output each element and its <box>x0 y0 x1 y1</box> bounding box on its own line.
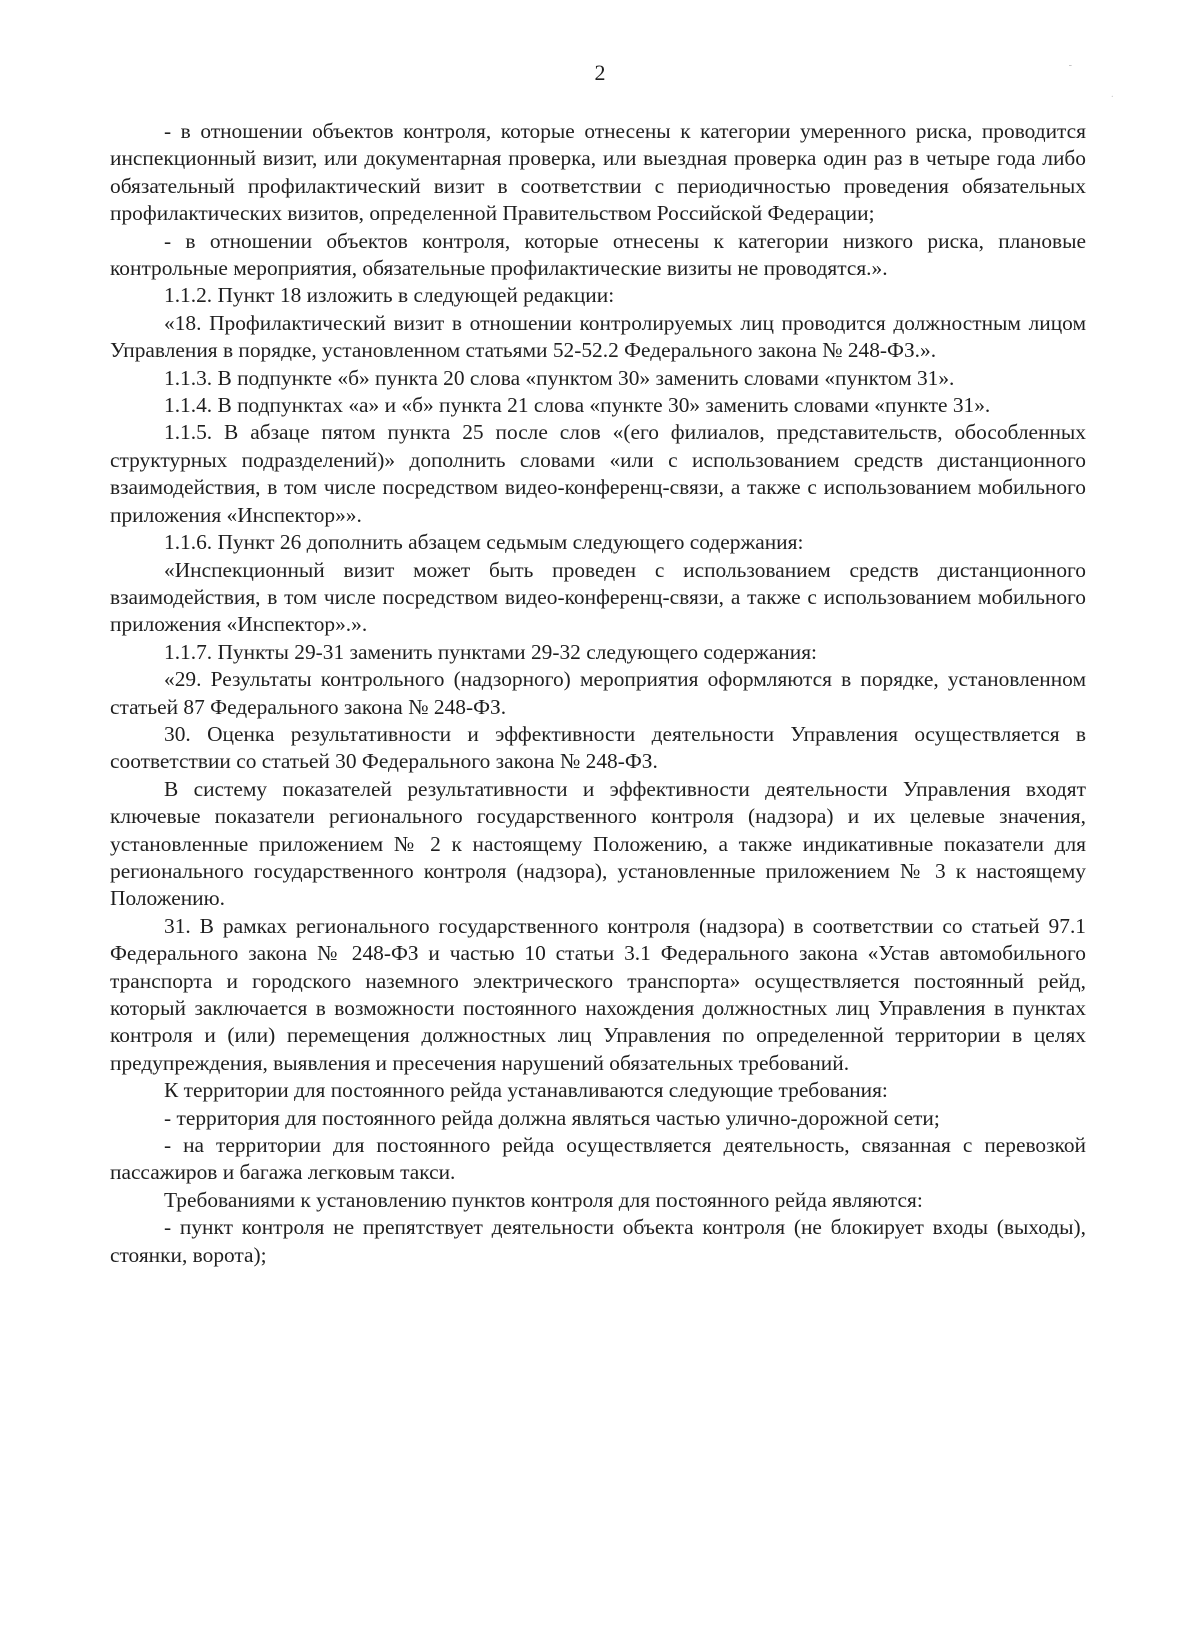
paragraph: - на территории для постоянного рейда осуществляется деятельность, связанная с перевозкой пассажиров и багажа легковым такси. <box>110 1133 1086 1185</box>
paragraph: 1.1.5. В абзаце пятом пункта 25 после слов «(его филиалов, представительств, обособленных структурных подразделений)» дополнить словами «или с использованием средств дистанционного взаимодействия, в том числе посредством видео-конференц-связи, а также с использованием мобильного приложения «Инспектор»». <box>110 420 1086 527</box>
paragraph: «29. Результаты контрольного (надзорного) мероприятия оформляются в порядке, установленном статьей 87 Федерального закона № 248-ФЗ. <box>110 667 1086 719</box>
paragraph: В систему показателей результативности и эффективности деятельности Управления входят ключевые показатели регионального государственного контроля (надзора) и их целевые значения, установленные приложением № 2 к настоящему Положению, а также индикативные показатели для регионального государственного контроля (надзора), установленные приложением № 3 к настоящему Положению. <box>110 776 1086 911</box>
paragraph: 30. Оценка результативности и эффективности деятельности Управления осуществляется в соответствии со статьей 30 Федерального закона № 248-ФЗ. <box>110 721 1086 774</box>
paragraph: 1.1.3. В подпункте «б» пункта 20 слова «пунктом 30» заменить словами «пунктом 31». <box>164 365 955 390</box>
paragraph: 1.1.2. Пункт 18 изложить в следующей редакции: <box>164 283 615 308</box>
document-body <box>110 118 1086 1269</box>
paragraph: - в отношении объектов контроля, которые отнесены к категории умеренного риска, проводится инспекционный визит, или документарная проверка, или выездная проверка один раз в четыре года либо обязательный профилактический визит в соответствии с периодичностью проведения обязательных профилактических визитов, определенной Правительством Российской Федерации; <box>110 119 1086 226</box>
paragraph: 31. В рамках регионального государственного контроля (надзора) в соответствии со статьей 97.1 Федерального закона № 248-ФЗ и частью 10 статьи 3.1 Федерального закона «Устав автомобильного транспорта и городского наземного электрического транспорта» осуществляется постоянный рейд, который заключается в возможности постоянного нахождения должностных лиц Управления в пунктах контроля и (или) перемещения должностных лиц Управления по определенной территории в целях предупреждения, выявления и пресечения нарушений обязательных требований. <box>110 913 1086 1075</box>
paragraph: 1.1.4. В подпунктах «а» и «б» пункта 21 слова «пункте 30» заменить словами «пункте 31». <box>164 393 991 418</box>
paragraph: «18. Профилактический визит в отношении контролируемых лиц проводится должностным лицом Управления в порядке, установленном статьями 52-52.2 Федерального закона № 248-ФЗ.». <box>110 310 1086 363</box>
paragraph: - в отношении объектов контроля, которые отнесены к категории низкого риска, плановые контрольные мероприятия, обязательные профилактические визиты не проводятся.». <box>110 228 1086 281</box>
paragraph: «Инспекционный визит может быть проведен с использованием средств дистанционного взаимодействия, в том числе посредством видео-конференц-связи, а также с использованием мобильного приложения «Инспектор».». <box>110 557 1086 637</box>
paragraph: К территории для постоянного рейда устанавливаются следующие требования: <box>164 1078 888 1103</box>
paragraph: Требованиями к установлению пунктов контроля для постоянного рейда являются: <box>164 1187 923 1212</box>
scan-artifact-dot: · <box>1110 92 1114 103</box>
paragraph: - территория для постоянного рейда должна являться частью улично-дорожной сети; <box>164 1105 940 1130</box>
paragraph: 1.1.7. Пункты 29-31 заменить пунктами 29-32 следующего содержания: <box>164 639 817 664</box>
scan-artifact-mark: - <box>1068 60 1072 71</box>
page-number: 2 <box>594 60 606 85</box>
paragraph: - пункт контроля не препятствует деятельности объекта контроля (не блокирует входы (выходы), стоянки, ворота); <box>110 1215 1086 1267</box>
paragraph: 1.1.6. Пункт 26 дополнить абзацем седьмым следующего содержания: <box>164 530 804 555</box>
